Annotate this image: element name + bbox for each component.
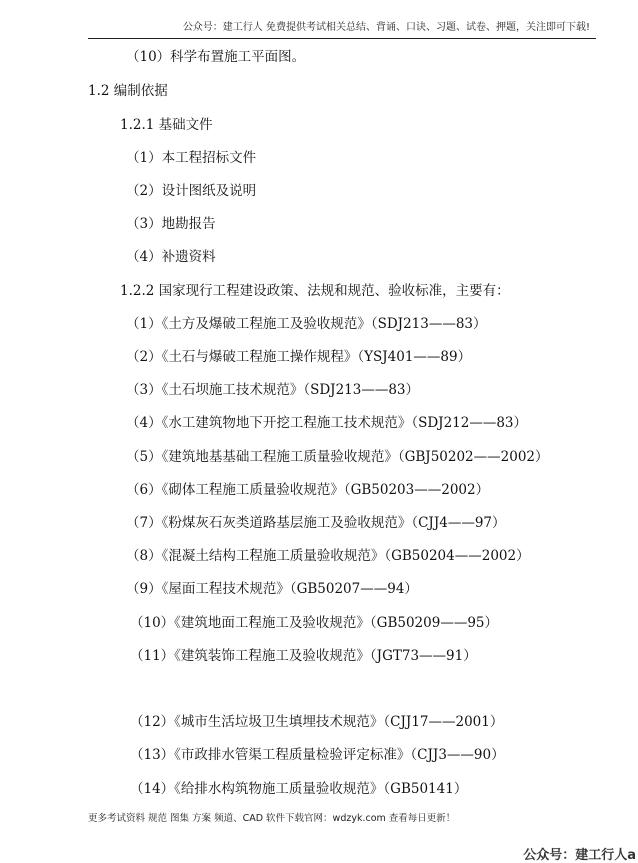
section-heading-1-2: 1.2 编制依据 [88,83,168,99]
standard-item: （4）《水工建筑物地下开挖工程施工技术规范》（SDJ212——83） [126,415,528,431]
standard-item: （1）《土方及爆破工程施工及验收规范》（SDJ213——83） [126,316,487,332]
standard-item: （5）《建筑地基基础工程施工质量验收规范》（GBJ50202——2002） [126,449,549,465]
standard-item: （10）《建筑地面工程施工及验收规范》（GB50209——95） [130,615,499,631]
basic-doc-item: （2）设计图纸及说明 [126,183,257,199]
page-header: 公众号：建工行人 免费提供考试相关总结、背诵、口诀、习题、试卷、押题，关注即可下载! [182,22,590,33]
standard-item: （12）《城市生活垃圾卫生填埋技术规范》（CJJ17——2001） [130,714,504,730]
standard-item: （13）《市政排水管渠工程质量检验评定标准》（CJJ3——90） [130,747,505,763]
basic-doc-item: （1）本工程招标文件 [126,150,257,166]
item-10-site-layout: （10）科学布置施工平面图。 [126,49,306,65]
standard-item: （9）《屋面工程技术规范》（GB50207——94） [126,581,418,597]
standard-item: （8）《混凝土结构工程施工质量验收规范》（GB50204——2002） [126,548,530,564]
standard-item: （3）《土石坝施工技术规范》（SDJ213——83） [126,382,420,398]
account-watermark: 公众号：建工行人a [523,848,636,863]
standard-item: （2）《土石与爆破工程施工操作规程》（YSJ401——89） [126,349,472,365]
standard-item: （11）《建筑装饰工程施工及验收规范》（JGT73——91） [130,648,477,664]
standard-item: （14）《给排水构筑物施工质量验收规范》（GB50141） [130,781,468,797]
basic-doc-item: （4）补遗资料 [126,249,216,265]
section-heading-1-2-1: 1.2.1 基础文件 [120,117,213,133]
standard-item: （7）《粉煤灰石灰类道路基层施工及验收规范》（CJJ4——97） [126,515,506,531]
page-footer: 更多考试资料 规范 图集 方案 频道、CAD 软件下载官网：wdzyk.com 查看每日更新！ [88,813,456,824]
header-divider [88,38,596,39]
standard-item: （6）《砌体工程施工质量验收规范》（GB50203——2002） [126,482,490,498]
basic-doc-item: （3）地勘报告 [126,216,216,232]
section-heading-1-2-2: 1.2.2 国家现行工程建设政策、法规和规范、验收标准，主要有： [120,283,510,299]
